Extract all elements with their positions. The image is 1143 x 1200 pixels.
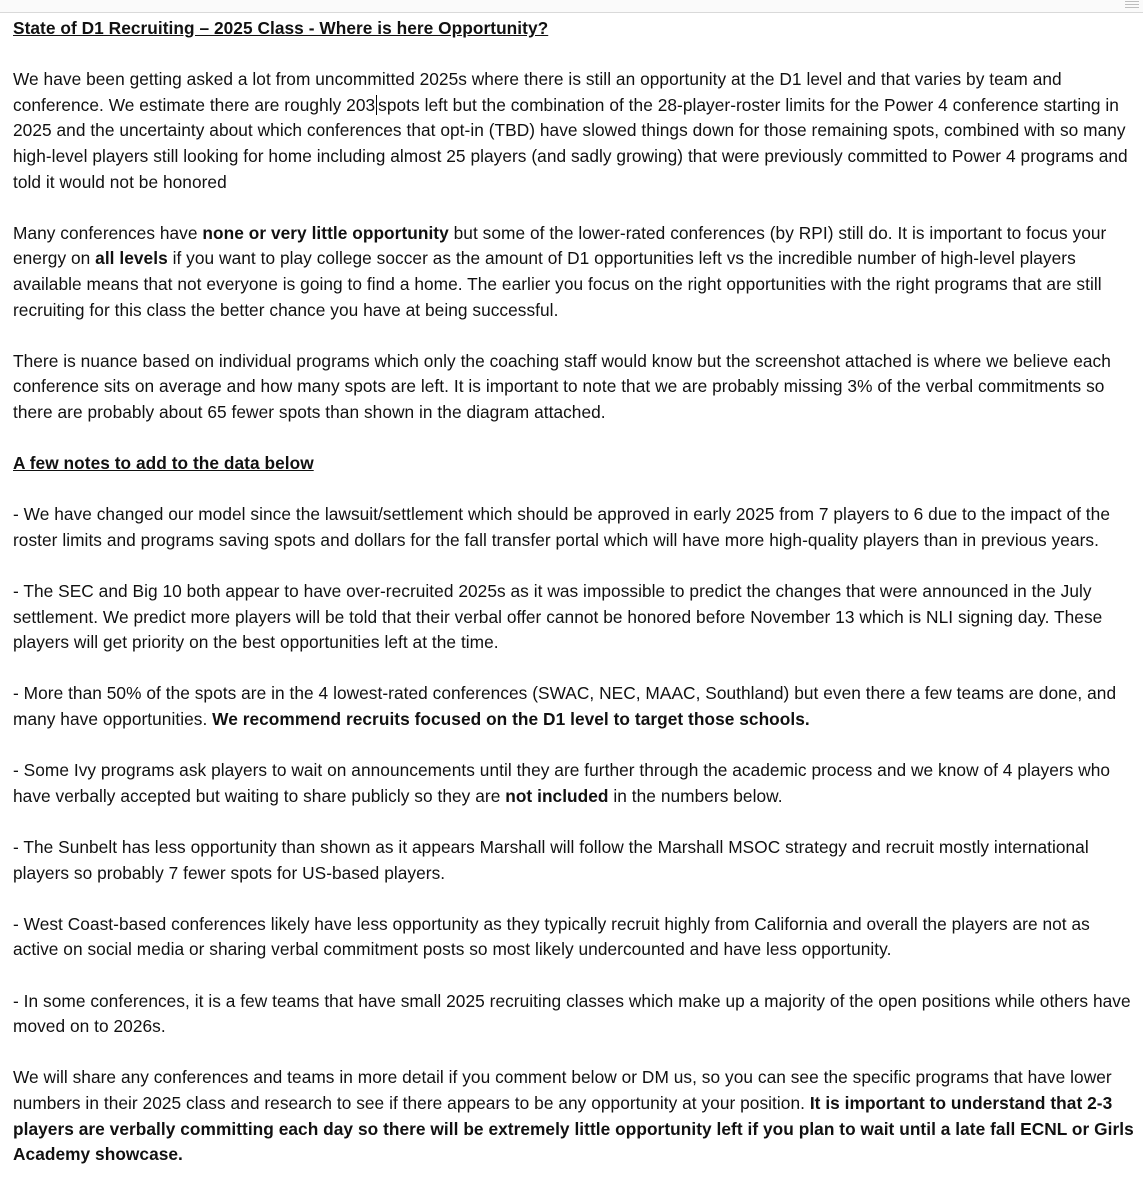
- note-model-change: - We have changed our model since the lawsuit/settlement which should be approved in early 2025 from 7 players to 6 due to the impact of the roster limits and programs saving spots and dollars for the fall transfer portal which will have more high-quality players than in previous years.: [13, 504, 1110, 550]
- note-ivy: [13, 758, 1138, 809]
- note-sunbelt: - The Sunbelt has less opportunity than shown as it appears Marshall will follow the Marshall MSOC strategy and recruit mostly international players so probably 7 fewer spots for US-based players.: [13, 837, 1089, 883]
- note3-bold: We recommend recruits focused on the D1 level to target those schools.: [212, 709, 810, 730]
- p2-text-a: Many conferences have: [13, 222, 203, 243]
- window-top-edge: [0, 0, 1143, 13]
- notes-heading-text: A few notes to add to the data below: [13, 453, 314, 474]
- note4-text-c: in the numbers below.: [608, 785, 783, 806]
- intro-paragraph: [13, 67, 1138, 195]
- document-body: [13, 16, 1138, 1168]
- title-text: State of D1 Recruiting – 2025 Class - Where is here Opportunity?: [13, 18, 549, 38]
- document-title: [13, 16, 1138, 42]
- p2-text-c: but some of the lower-rated conferences (by RPI) still do. It is important to focus your energy on: [13, 222, 1107, 269]
- p2-text-e: if you want to play college soccer as the amount of D1 opportunities left vs the incredible number of high-level players available means that not everyone is going to find a home. The earlier you focus on the right opportunities with the right programs that are still recruiting for this class the better chance you have at being successful.: [13, 248, 1102, 320]
- note-west-coast: - West Coast-based conferences likely have less opportunity as they typically recruit highly from California and overall the players are not as active on social media or sharing verbal commitment posts so most likely undercounted and have less opportunity.: [13, 913, 1090, 960]
- p2-bold-d: all levels: [95, 248, 168, 269]
- note3-text: - More than 50% of the spots are in the 4 lowest-rated conferences (SWAC, NEC, MAAC, Southland) but even there a few teams are done, and many have opportunities.: [13, 683, 1117, 730]
- conferences-paragraph: [13, 221, 1138, 323]
- resize-grip-icon[interactable]: [1125, 1, 1139, 9]
- p2-bold-b: none or very little opportunity: [202, 222, 449, 243]
- note-sec-big10: - The SEC and Big 10 both appear to have over-recruited 2025s as it was impossible to predict the changes that were announced in the July settlement. We predict more players will be told that their verbal offer cannot be honored before November 13 which is NLI signing day. These players will get priority on the best opportunities left at the time.: [13, 581, 1103, 653]
- intro-text-b: spots left but the combination of the 28-player-roster limits for the Power 4 conference starting in 2025 and the uncertainty about which conferences that opt-in (TBD) have slowed things down for those remaining spots, combined with so many high-level players still looking for home including almost 25 players (and sadly growing) that were previously committed to Power 4 programs and told it would not be honored: [13, 94, 1128, 192]
- notes-heading: [13, 451, 1138, 477]
- closing-paragraph: [13, 1065, 1138, 1167]
- closing-bold: It is important to understand that 2-3 players are verbally committing each day so there will be extremely little opportunity left if you plan to wait until a late fall ECNL or Girls Academy showcase.: [13, 1092, 1134, 1165]
- note-lowest-rated: [13, 681, 1138, 732]
- note4-text-a: - Some Ivy programs ask players to wait on announcements until they are further through the academic process and we know of 4 players who have verbally accepted but waiting to share publicly so they are: [13, 760, 1111, 806]
- nuance-paragraph: There is nuance based on individual programs which only the coaching staff would know but the screenshot attached is where we believe each conference sits on average and how many spots are left. It is important to note that we are probably missing 3% of the verbal commitments so there are probably about 65 fewer spots than shown in the diagram attached.: [13, 350, 1111, 422]
- note4-bold: not included: [505, 785, 609, 806]
- closing-text: We will share any conferences and teams in more detail if you comment below or DM us, so you can see the specific programs that have lower numbers in their 2025 class and research to see if there appears to be any opportunity at your position.: [13, 1067, 1112, 1113]
- note-small-classes: - In some conferences, it is a few teams that have small 2025 recruiting classes which make up a majority of the open positions while others have moved on to 2026s.: [13, 990, 1131, 1037]
- intro-text-a: We have been getting asked a lot from uncommitted 2025s where there is still an opportunity at the D1 level and that varies by team and conference. We estimate there are roughly 203: [13, 69, 1062, 115]
